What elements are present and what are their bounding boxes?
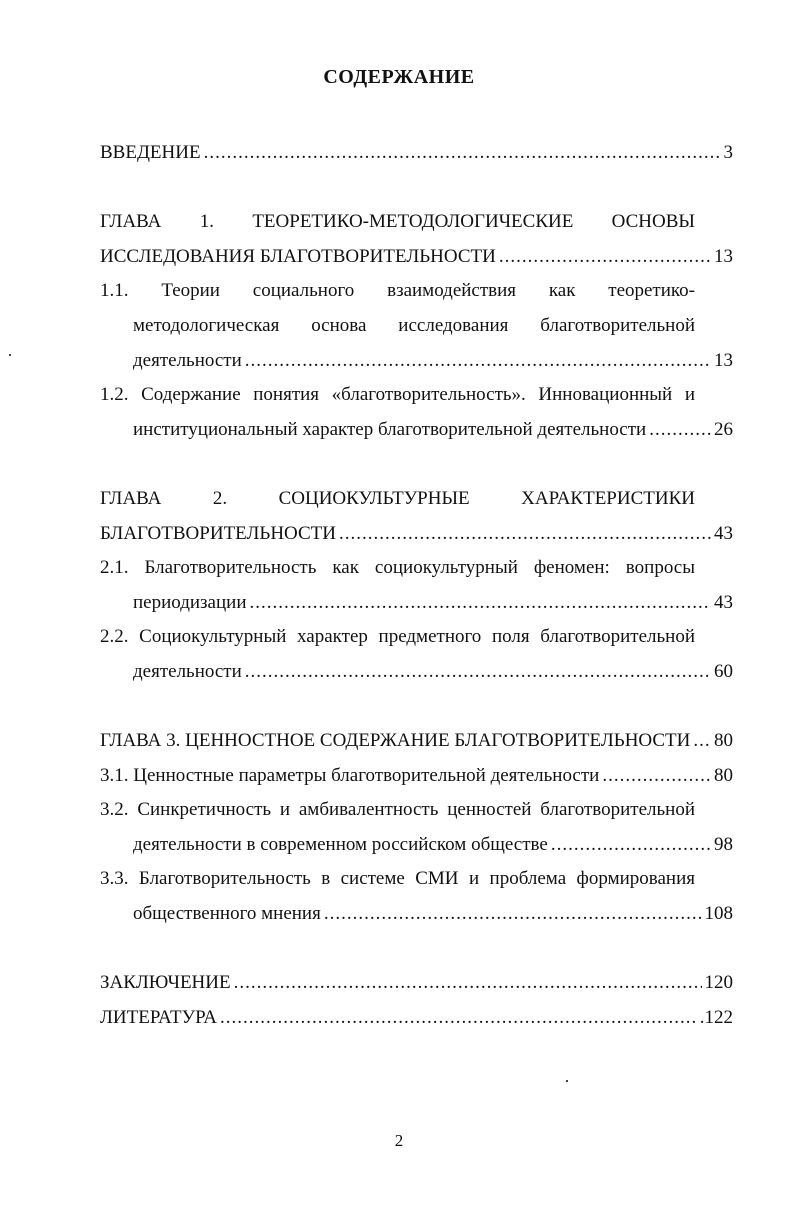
toc-entry[interactable] <box>100 551 733 620</box>
toc-entry-title: деятельности <box>133 349 242 371</box>
toc-page-number: 108 <box>704 903 733 925</box>
toc-section <box>100 205 733 447</box>
dot-leader <box>339 517 711 552</box>
dot-leader <box>220 1001 697 1036</box>
toc-entry-title: ЗАКЛЮЧЕНИЕ <box>100 972 231 994</box>
toc-entry[interactable] <box>100 1001 733 1036</box>
dot-leader <box>245 655 711 690</box>
toc-section <box>100 482 733 690</box>
toc-page-number: 80 <box>714 730 733 752</box>
toc-page-number: 98 <box>714 833 733 855</box>
toc-entry-title: периодизации <box>133 591 247 613</box>
toc-page-number: 43 <box>714 522 733 544</box>
toc-entry-line: 1.1. Теории социального взаимодействия как теоретико- <box>100 280 695 302</box>
toc-entry[interactable] <box>100 862 733 931</box>
toc-entry-title: ЛИТЕРАТУРА <box>100 1006 217 1028</box>
dot-leader <box>245 344 711 379</box>
toc-section <box>100 724 733 932</box>
scan-speck <box>9 354 11 356</box>
toc-entry-title: институциональный характер благотворительной деятельности <box>133 418 647 440</box>
dot-leader <box>324 897 702 932</box>
toc-entry[interactable] <box>100 620 733 689</box>
toc-entry-line: 3.2. Синкретичность и амбивалентность ценностей благотворительной <box>100 799 695 821</box>
dot-leader <box>602 759 711 794</box>
dot-leader <box>204 136 721 171</box>
toc-page-number: 13 <box>714 349 733 371</box>
toc-page-number: 80 <box>714 764 733 786</box>
page-title: СОДЕРЖАНИЕ <box>323 66 475 88</box>
toc-entry-line: ГЛАВА 2. СОЦИОКУЛЬТУРНЫЕ ХАРАКТЕРИСТИКИ <box>100 487 695 509</box>
toc-entry[interactable] <box>100 966 733 1001</box>
toc-entry-title: общественного мнения <box>133 903 321 925</box>
dot-leader <box>499 240 711 275</box>
toc-entry[interactable] <box>100 378 733 447</box>
toc-entry-line: 3.3. Благотворительность в системе СМИ и проблема формирования <box>100 868 695 890</box>
toc-entry-title: ВВЕДЕНИЕ <box>100 142 201 163</box>
toc-entry-title: деятельности <box>133 660 242 682</box>
toc-entry[interactable] <box>100 205 733 274</box>
toc-entry[interactable] <box>100 793 733 862</box>
dot-leader <box>234 966 702 1001</box>
toc-entry-line: ГЛАВА 1. ТЕОРЕТИКО-МЕТОДОЛОГИЧЕСКИЕ ОСНОВЫ <box>100 211 695 233</box>
dot-leader <box>649 413 711 448</box>
toc-entry-line: 2.1. Благотворительность как социокультурный феномен: вопросы <box>100 557 695 579</box>
toc-entry-line: 1.2. Содержание понятия «благотворительность». Инновационный и <box>100 384 695 406</box>
toc-page-number: .122 <box>699 1006 733 1028</box>
toc-section <box>100 966 733 1035</box>
toc-page-number: 3 <box>723 142 733 163</box>
toc-entry[interactable] <box>100 724 733 759</box>
toc-entry-title: деятельности в современном российском обществе <box>133 833 548 855</box>
page-number: 2 <box>394 1131 404 1150</box>
toc-entry[interactable] <box>100 274 733 378</box>
toc-entry-line: 2.2. Социокультурный характер предметного поля благотворительной <box>100 626 695 648</box>
table-of-contents <box>100 136 733 1070</box>
toc-entry-title: ИССЛЕДОВАНИЯ БЛАГОТВОРИТЕЛЬНОСТИ <box>100 245 496 267</box>
toc-entry-title: БЛАГОТВОРИТЕЛЬНОСТИ <box>100 522 336 544</box>
dot-leader <box>250 586 712 621</box>
toc-entry-title: 3.1. Ценностные параметры благотворительной деятельности <box>100 764 600 786</box>
toc-entry[interactable] <box>100 136 733 171</box>
toc-entry[interactable] <box>100 482 733 551</box>
dot-leader <box>693 724 711 759</box>
toc-page-number: 60 <box>714 660 733 682</box>
scan-speck <box>566 1080 568 1082</box>
toc-section <box>100 136 733 171</box>
toc-page-number: 26 <box>714 418 733 440</box>
toc-entry[interactable] <box>100 759 733 794</box>
toc-entry-line: методологическая основа исследования благотворительной <box>133 314 695 336</box>
toc-entry-title: ГЛАВА 3. ЦЕННОСТНОЕ СОДЕРЖАНИЕ БЛАГОТВОРИТЕЛЬНОСТИ <box>100 730 691 752</box>
toc-page-number: 13 <box>714 245 733 267</box>
dot-leader <box>551 828 711 863</box>
toc-page-number: 43 <box>714 591 733 613</box>
toc-page-number: 120 <box>704 972 733 994</box>
